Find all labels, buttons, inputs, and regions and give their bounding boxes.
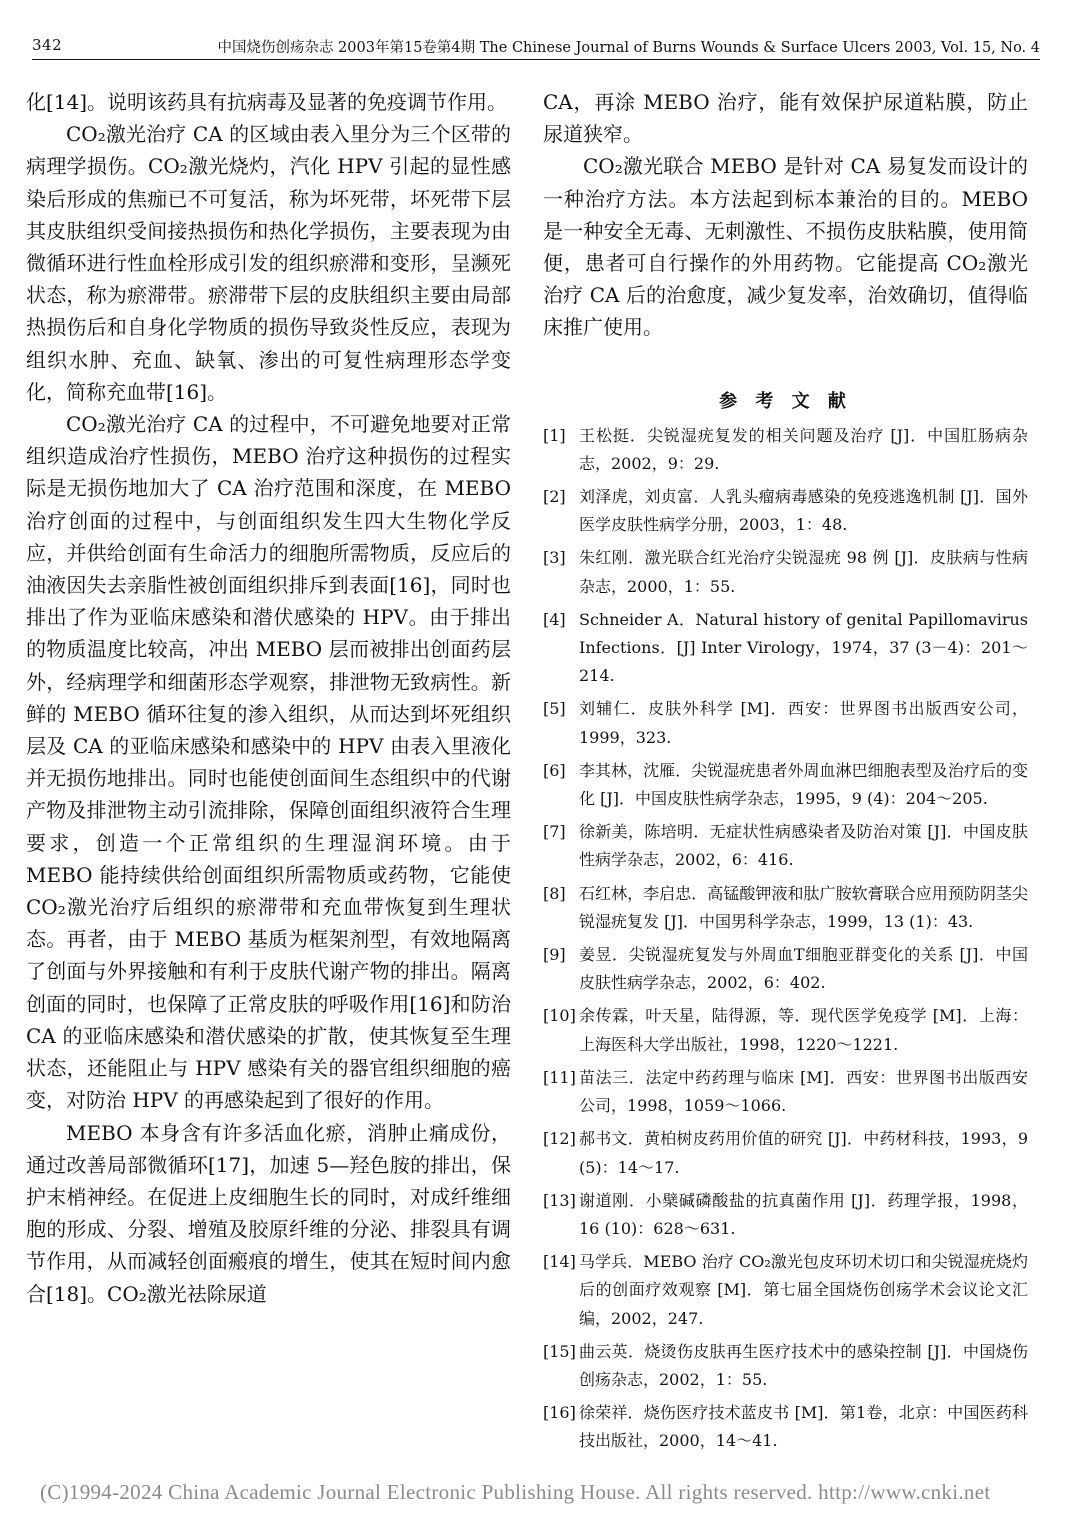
- paragraph: 化[14]。说明该药具有抗病毒及显著的免疫调节作用。: [26, 90, 508, 114]
- reference-number: [12]: [543, 1129, 576, 1149]
- reference-number: [16]: [543, 1403, 576, 1423]
- reference-item: [543, 818, 1028, 874]
- reference-text: Schneider A．Natural history of genital Papillomavirus Infections．[J] Inter Virology，1974，37 (3－4)：201～214.: [579, 609, 1028, 686]
- reference-number: [8]: [543, 883, 566, 903]
- references-list: [543, 422, 1028, 1456]
- reference-item: [543, 544, 1028, 600]
- paragraph: CO₂激光治疗 CA 的过程中，不可避免地要对正常组织造成治疗性损伤，MEBO 治疗这种损伤的过程实际是无损伤地加大了 CA 治疗范围和深度，在 MEBO 治疗创面的过程中，与创面组织发生四大生物化学反应，并供给创面有生命活力的细胞所需物质，反应后的油液因失去亲脂性被创面组织排斥到表面[16]，同时也排出了作为亚临床感染和潜伏感染的 HPV。由于排出的物质温度比较高，冲出 MEBO 层而被排出创面药层外，经病理学和细菌形态学观察，排泄物无致病性。新鲜的 MEBO 循环往复的渗入组织，从而达到坏死组织层及 CA 的亚临床感染和感染中的 HPV 由表入里液化并无损伤地排出。同时也能使创面间生态组织中的代谢产物及排泄物主动引流排除，保障创面组织液符合生理要求，创造一个正常组织的生理湿润环境。由于 MEBO 能持续供给创面组织所需物质或药物，它能使 CO₂激光治疗后组织的瘀滞带和充血带恢复到生理状态。再者，由于 MEBO 基质为框架剂型，有效地隔离了创面与外界接触和有利于皮肤代谢产物的排出。隔离创面的同时，也保障了正常皮肤的呼吸作用[16]和防治 CA 的亚临床感染和潜伏感染的扩散，使其恢复至生理状态，还能阻止与 HPV 感染有关的器官组织细胞的癌变，对防治 HPV 的再感染起到了很好的作用。: [26, 412, 511, 1113]
- reference-item: [543, 422, 1028, 478]
- reference-text: 余传霖，叶天星，陆得源，等．现代医学免疫学 [M]．上海：上海医科大学出版社，1998，1220～1221.: [579, 1006, 1028, 1054]
- paragraph: CO₂激光治疗 CA 的区域由表入里分为三个区带的病理学损伤。CO₂激光烧灼，汽化 HPV 引起的显性感染后形成的焦痂已不可复活，称为坏死带，坏死带下层其皮肤组织受间接热损伤和热化学损伤，主要表现为由微循环进行性血栓形成引发的组织瘀滞和变形，呈濒死状态，称为瘀滞带。瘀滞带下层的皮肤组织主要由局部热损伤后和自身化学物质的损伤导致炎性反应，表现为组织水肿、充血、缺氧、渗出的可复性病理形态学变化，简称充血带[16]。: [26, 122, 511, 404]
- reference-text: 朱红刚．激光联合红光治疗尖锐湿疣 98 例 [J]．皮肤病与性病杂志，2000，1：55.: [579, 548, 1028, 596]
- reference-number: [2]: [543, 487, 566, 507]
- reference-text: 曲云英．烧烫伤皮肤再生医疗技术中的感染控制 [J]．中国烧伤创疡杂志，2002，1：55.: [579, 1341, 1028, 1389]
- paragraph: CO₂激光联合 MEBO 是针对 CA 易复发而设计的一种治疗方法。本方法起到标本兼治的目的。MEBO 是一种安全无毒、无刺激性、不损伤皮肤粘膜，使用简便，患者可自行操作的外用药物。它能提高 CO₂激光治疗 CA 后的治愈度，减少复发率，治效确切，值得临床推广使用。: [543, 154, 1028, 340]
- reference-text: 姜昱．尖锐湿疣复发与外周血T细胞亚群变化的关系 [J]．中国皮肤性病学杂志，2002，6：402.: [579, 945, 1028, 993]
- reference-text: 马学兵．MEBO 治疗 CO₂激光包皮环切术切口和尖锐湿疣烧灼后的创面疗效观察 [M]．第七届全国烧伤创疡学术会议论文汇编，2002，247.: [579, 1252, 1028, 1328]
- reference-text: 刘辅仁．皮肤外科学 [M]．西安：世界图书出版西安公司，1999，323.: [579, 699, 1028, 747]
- right-column: [543, 86, 1028, 1461]
- header-rule: [32, 59, 1040, 60]
- reference-item: [543, 880, 1028, 936]
- reference-number: [4]: [543, 609, 566, 629]
- reference-text: 谢道刚．小檗碱磷酸盐的抗真菌作用 [J]．药理学报，1998，16 (10)：628～631.: [579, 1190, 1028, 1238]
- reference-text: 郝书文．黄柏树皮药用价值的研究 [J]．中药材科技，1993，9 (5)：14～17.: [579, 1129, 1028, 1177]
- reference-number: [10]: [543, 1006, 576, 1026]
- reference-item: [543, 1399, 1028, 1455]
- reference-text: 刘泽虎，刘贞富．人乳头瘤病毒感染的免疫逃逸机制 [J]．国外医学皮肤性病学分册，2003，1：48.: [579, 487, 1028, 535]
- reference-text: 王松挺．尖锐湿疣复发的相关问题及治疗 [J]．中国肛肠病杂志，2002，9：29.: [579, 425, 1028, 473]
- reference-item: [543, 483, 1028, 539]
- paragraph: CA，再涂 MEBO 治疗，能有效保护尿道粘膜，防止尿道狭窄。: [543, 90, 1028, 147]
- reference-number: [6]: [543, 760, 566, 780]
- reference-number: [14]: [543, 1252, 576, 1272]
- reference-number: [15]: [543, 1341, 576, 1361]
- page-number: 342: [32, 36, 63, 54]
- reference-number: [1]: [543, 425, 566, 445]
- reference-text: 苗法三．法定中药药理与临床 [M]．西安：世界图书出版西安公司，1998，1059～1066.: [579, 1067, 1028, 1116]
- reference-item: [543, 1248, 1028, 1333]
- reference-number: [3]: [543, 548, 566, 568]
- reference-text: 徐荣祥．烧伤医疗技术蓝皮书 [M]．第1卷，北京：中国医药科技出版社，2000，14～41.: [579, 1403, 1028, 1451]
- reference-item: [543, 695, 1028, 751]
- copyright-watermark: (C)1994-2024 China Academic Journal Electronic Publishing House. All rights reserved. http://www.cnki.net: [40, 1480, 991, 1504]
- reference-item: [543, 757, 1028, 813]
- reference-number: [11]: [543, 1067, 576, 1087]
- page-header: [32, 34, 1040, 64]
- reference-item: [543, 1064, 1028, 1120]
- reference-text: 石红林，李启忠．高锰酸钾液和肽广胺软膏联合应用预防阴茎尖锐湿疣复发 [J]．中国男科学杂志，1999，13 (1)：43.: [579, 883, 1028, 931]
- running-head: 中国烧伤创疡杂志 2003年第15卷第4期 The Chinese Journal of Burns Wounds & Surface Ulcers 2003, Vol. 15, No. 4: [217, 40, 1040, 56]
- reference-number: [7]: [543, 822, 566, 842]
- reference-text: 李其林，沈雁．尖锐湿疣患者外周血淋巴细胞表型及治疗后的变化 [J]．中国皮肤性病学杂志，1995，9 (4)：204～205.: [579, 760, 1028, 809]
- left-column: [26, 86, 511, 1310]
- reference-item: [543, 1187, 1028, 1243]
- reference-item: [543, 1002, 1028, 1058]
- reference-text: 徐新美，陈培明．无症状性病感染者及防治对策 [J]．中国皮肤性病学杂志，2002，6：416.: [579, 822, 1028, 870]
- reference-number: [9]: [543, 945, 566, 965]
- paragraph: MEBO 本身含有许多活血化瘀，消肿止痛成份，通过改善局部微循环[17]，加速 5—羟色胺的排出，保护末梢神经。在促进上皮细胞生长的同时，对成纤维细胞的形成、分裂、增殖及胶原纤维的分泌、排裂具有调节作用，从而减轻创面瘢痕的增生，使其在短时间内愈合[18]。CO₂激光祛除尿道: [26, 1120, 511, 1306]
- reference-number: [13]: [543, 1190, 576, 1210]
- reference-item: [543, 606, 1028, 691]
- reference-item: [543, 1125, 1028, 1181]
- references-title: 参 考 文 献: [719, 390, 852, 412]
- reference-item: [543, 941, 1028, 997]
- reference-number: [5]: [543, 699, 566, 719]
- reference-item: [543, 1338, 1028, 1394]
